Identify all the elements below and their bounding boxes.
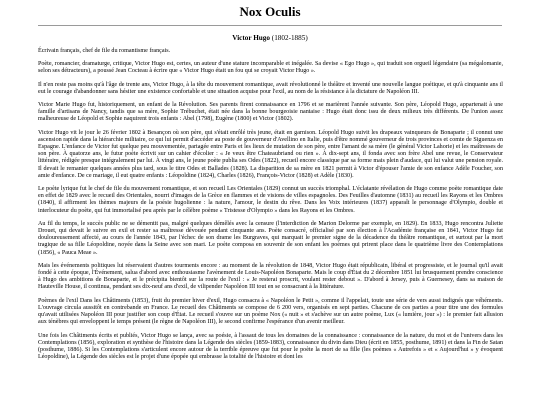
paragraph-4: Victor Hugo vit le jour le 26 février 1802 à Besançon où son père, qui s'était enrôlé très jeune, était en garnison. Léopold Hugo suivit les drapeaux vainqueurs de Bonaparte ; il connut une ascension rapide dans la hiérarchie militaire, ce qui lui permit d'accéder au poste de gouverneur d'Avellino en Italie, puis d'être nommé gouverneur de trois provinces et comte de Siguenza en Espagne. L'enfance de Victor fut quelque peu mouvementée, partagée entre Paris et les lieux de mutation de son père, entre l'amant de sa mère (le général Victor Lahorie) et les maîtresses de son père. À quatorze ans, le futur poète écrivit sur un cahier d'écolier : « Je veux être Chateaubriand ou rien ». À dix-sept ans, il fonda avec son frère Abel une revue, le Conservateur littéraire, rédigée presque intégralement par lui. À vingt ans, le jeune poète publia ses Odes (1822), recueil encore classique par sa forme mais plein d'audace, qui lui valut une pension royale. Il devait le remanier quelques années plus tard, sous le titre Odes et Ballades (1828). La disparition de sa mère en 1821 permit à Victor d'épouser l'amie de son enfance Adèle Foucher, son amie d'enfance. De ce mariage, il eut quatre enfants : Léopoldine (1824), Charles (1826), François-Victor (1828) et Adèle (1830). [38, 129, 503, 179]
paragraph-6: Au fil du temps, le succès public ne se démentit pas, malgré quelques démêlés avec la censure (l'interdiction de Marion Delorme par exemple, en 1829). En 1833, Hugo rencontra Juliette Drouet, qui devait le suivre en exil et rester sa maîtresse dévouée pendant cinquante ans. Poète consacré, officialisé par son élection à l'Académie française en 1841, Victor Hugo fut douloureusement affecté, au cours de l'année 1843, par l'échec de son drame les Burgraves, qui marquait le premier signe de la décadence du théâtre romantique, et surtout par la mort tragique de sa fille Léopoldine, noyée dans la Seine avec son mari. Le poète composa en souvenir de son enfant les poèmes qui prirent place dans le quatrième livre des Contemplations (1856), « Pauca Meae ». [38, 220, 503, 256]
article-body [38, 48, 503, 361]
paragraph-9: Une fois les Châtiments écrits et publiés, Victor Hugo se lança, avec sa poésie, à l'assaut de tous les domaines de la connaissance : connaissance de la nature, du moi et de l'univers dans les Contemplations (1856), exploration et synthèse de l'histoire dans la Légende des siècles (1859-1883), connaissance du divin dans Dieu (écrit en 1855, posthume, 1891) et dans la Fin de Satan (posthume, 1886). Si les Contemplations s'articulent encore autour de la terrible épreuve que fut pour le poète la mort de sa fille (les poèmes « Autrefois » et « Aujourd'hui » y évoquent Léopoldine), la Légende des siècles est le projet d'une épopée qui embrasse la totalité de l'histoire et dont les [38, 332, 503, 361]
author-dates: (1802-1885) [271, 34, 308, 42]
site-title: Nox Oculis [239, 4, 301, 19]
paragraph-7: Mais les événements politiques lui réservaient d'autres tourments encore : au moment de la révolution de 1848, Victor Hugo était républicain, libéral et progressiste, et le journal qu'il avait fondé à cette époque, l'Événement, salua d'abord avec enthousiasme l'avènement de Louis-Napoléon Bonaparte. Mais le coup d'État du 2 décembre 1851 lui brusquement prendre conscience à Hugo des ambitions de Bonaparte, et le précipita bientôt sur la route de l'exil : « Je resterai proscrit, voulant rester debout ». D'abord à Jersey, puis à Guernesey, dans sa maison de Hauteville House, il continua, pendant ses dix-neuf ans d'exil, de vilipender Napoléon III tout en se consacrant à la littérature. [38, 262, 503, 291]
title-divider [38, 25, 502, 26]
article-heading [0, 34, 540, 43]
paragraph-8: Poèmes de l'exil Dans les Châtiments (1853), fruit du premier hiver d'exil, Hugo consacra à « Napoléon le Petit », comme il l'appelait, toute une série de vers aussi indignés que véhéments. L'ouvrage circula aussitôt en contrebande en France. Le recueil des Châtiments se compose de 6 200 vers, organisés en sept parties. Chacune de ces parties a pour titre une des formules qu'avait utilisées Napoléon III pour justifier son coup d'État. Le recueil s'ouvre sur un poème Nox (« nuit » et s'achève sur un autre poème, Lux (« lumière, jour ») : le premier fait allusion aux ténèbres qui enveloppent le temps présent (le règne de Napoléon III), le second confirme l'espérance d'un avenir meilleur. [38, 297, 503, 326]
author-subtitle: Écrivain français, chef de file du romantisme français. [38, 48, 171, 54]
paragraph-2: Il n'en reste pas moins qu'à l'âge de trente ans, Victor Hugo, à la tête du mouvement romantique, avait révolutionné le théâtre et inventé une nouvelle langue poétique, et qu'à cinquante ans il eut le courage d'abandonner sans hésiter une existence confortable et une situation acquise pour l'exil, au nom de la résistance à la dictature de Napoléon III. [38, 81, 503, 95]
paragraph-1: Poète, romancier, dramaturge, critique, Victor Hugo est, certes, un auteur d'une stature incomparable et inégalée. Sa devise « Ego Hugo », qui traduit son orgueil légendaire (sa mégalomanie, selon ses détracteurs), a poussé Jean Cocteau à écrire que « Victor Hugo était un fou qui se croyait Victor Hugo ». [38, 61, 503, 75]
paragraph-5: Le poète lyrique fut le chef de file du mouvement romantique, et son recueil Les Orientales (1829) connut un succès triomphal. L'éclatante révélation de Hugo comme poète romantique date en effet de 1829 avec le recueil des Orientales, nourri d'images de la Grèce en flammes et de visions de villes espagnoles. Des Feuilles d'automne (1831) au recueil les Rayons et les Ombres (1840), il affirment les thèmes majeurs de la poésie hugolienne : la nature, l'amour, le destin du rêve. Dans les Voix intérieures (1837) apparaît le personnage d'Olympio, double et interlocuteur du poète, qui fut immortalisé peu après par le célèbre poème « Tristesse d'Olympio » dans les Rayons et les Ombres. [38, 186, 503, 214]
paragraph-3: Victor Marie Hugo fut, historiquement, un enfant de la Révolution. Ses parents firent connaissance en 1796 et se marièrent l'année suivante. Son père, Léopold Hugo, appartenait à une famille d'artisans de Nancy, tandis que sa mère, Sophie Trébuchet, était née dans la bonne bourgeoisie nantaise : Hugo était donc issu de deux milieux très différents. De l'union assez malheureuse de Léopold et Sophie naquirent trois enfants : Abel (1798), Eugène (1800) et Victor (1802). [38, 102, 503, 123]
author-name: Victor Hugo [232, 34, 270, 42]
